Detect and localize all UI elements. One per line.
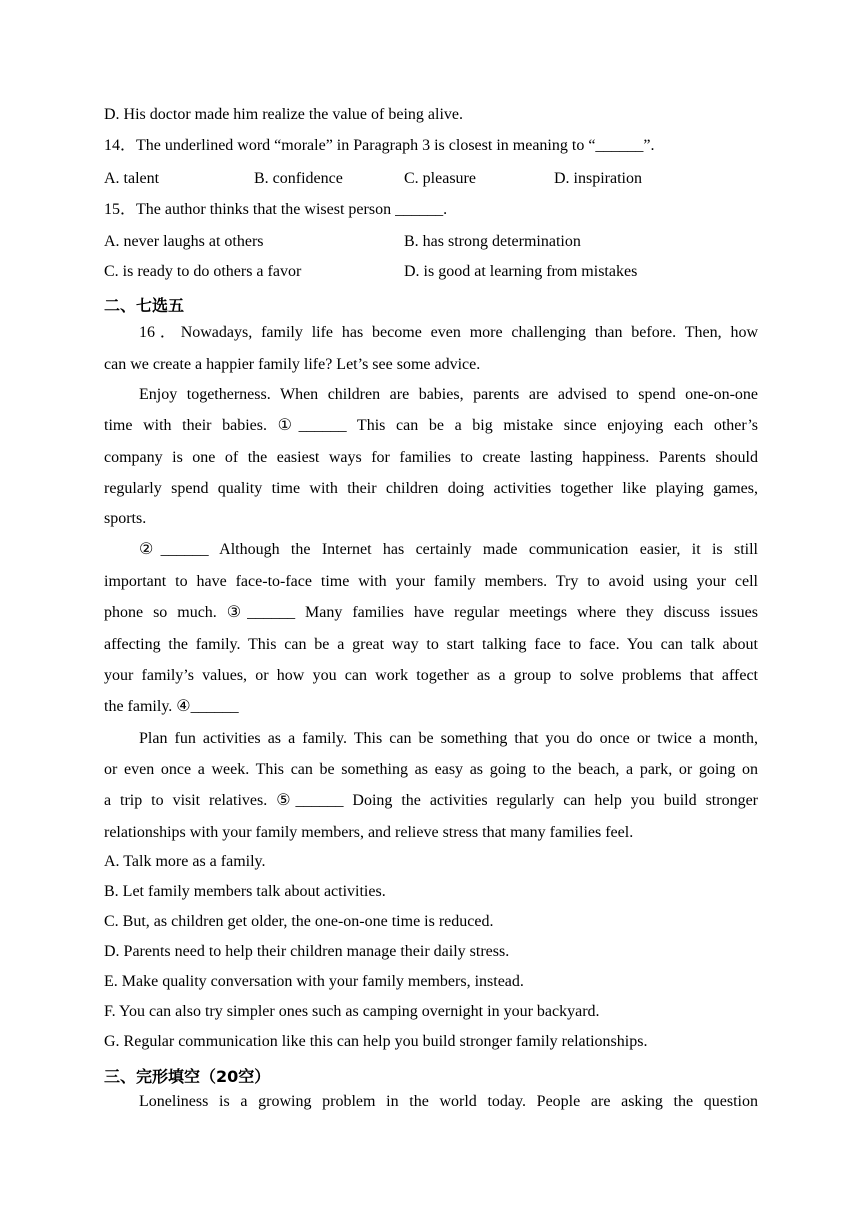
choice-d: D. Parents need to help their children manage their daily stress. xyxy=(104,943,510,960)
passage-line: sports. xyxy=(104,510,147,527)
passage-line: phone so much. ③______ Many families have regular meetings where they discuss issues xyxy=(104,604,758,621)
section3-heading: 三、完形填空（20空） xyxy=(104,1067,271,1086)
q15-option-d: D. is good at learning from mistakes xyxy=(404,263,638,280)
q15-option-c: C. is ready to do others a favor xyxy=(104,263,302,280)
q14-options xyxy=(104,169,758,189)
q14-option-d: D. inspiration xyxy=(554,170,642,187)
q14-option-a: A. talent xyxy=(104,170,160,187)
passage-line: time with their babies. ①______ This can be a big mistake since enjoying each other’s xyxy=(104,417,758,434)
q15-option-a: A. never laughs at others xyxy=(104,233,264,250)
passage-line: Plan fun activities as a family. This can be something that you do once or twice a month, xyxy=(139,730,758,747)
section3-first-line: Loneliness is a growing problem in the world today. People are asking the question xyxy=(139,1093,758,1110)
passage-line: a trip to visit relatives. ⑤______ Doing the activities regularly can help you build stronger xyxy=(104,792,758,809)
passage-line: ②______ Although the Internet has certainly made communication easier, it is still xyxy=(139,541,758,558)
passage-line: Enjoy togetherness. When children are babies, parents are advised to spend one-on-one xyxy=(139,386,758,403)
passage-line: company is one of the easiest ways for families to create lasting happiness. Parents should xyxy=(104,449,758,466)
q15-stem: 15．The author thinks that the wisest person ______. xyxy=(104,201,448,218)
choice-b: B. Let family members talk about activities. xyxy=(104,883,386,900)
q15-option-b: B. has strong determination xyxy=(404,233,581,250)
q15-options-row2 xyxy=(104,262,758,282)
passage-line: regularly spend quality time with their children doing activities together like playing games, xyxy=(104,480,758,497)
choice-e: E. Make quality conversation with your family members, instead. xyxy=(104,973,524,990)
passage-line: relationships with your family members, and relieve stress that many families feel. xyxy=(104,824,634,841)
passage-line: affecting the family. This can be a great way to start talking face to face. You can talk about xyxy=(104,636,758,653)
q13-option-d: D. His doctor made him realize the value of being alive. xyxy=(104,106,463,123)
choice-g: G. Regular communication like this can help you build stronger family relationships. xyxy=(104,1033,648,1050)
passage-line: or even once a week. This can be something as easy as going to the beach, a park, or going on xyxy=(104,761,758,778)
passage-line: 16．Nowadays, family life has become even more challenging than before. Then, how xyxy=(139,324,758,341)
choice-a: A. Talk more as a family. xyxy=(104,853,266,870)
passage-line: important to have face-to-face time with your family members. Try to avoid using your cell xyxy=(104,573,758,590)
q14-option-b: B. confidence xyxy=(254,170,343,187)
passage-line: can we create a happier family life? Let’s see some advice. xyxy=(104,356,481,373)
section2-heading: 二、七选五 xyxy=(104,296,185,315)
choice-f: F. You can also try simpler ones such as camping overnight in your backyard. xyxy=(104,1003,600,1020)
choice-c: C. But, as children get older, the one-on-one time is reduced. xyxy=(104,913,494,930)
q15-options-row1 xyxy=(104,232,758,252)
passage-line: the family. ④______ xyxy=(104,698,239,715)
passage-line: your family’s values, or how you can work together as a group to solve problems that affect xyxy=(104,667,758,684)
q14-stem: 14．The underlined word “morale” in Paragraph 3 is closest in meaning to “______”. xyxy=(104,137,655,154)
q14-option-c: C. pleasure xyxy=(404,170,476,187)
